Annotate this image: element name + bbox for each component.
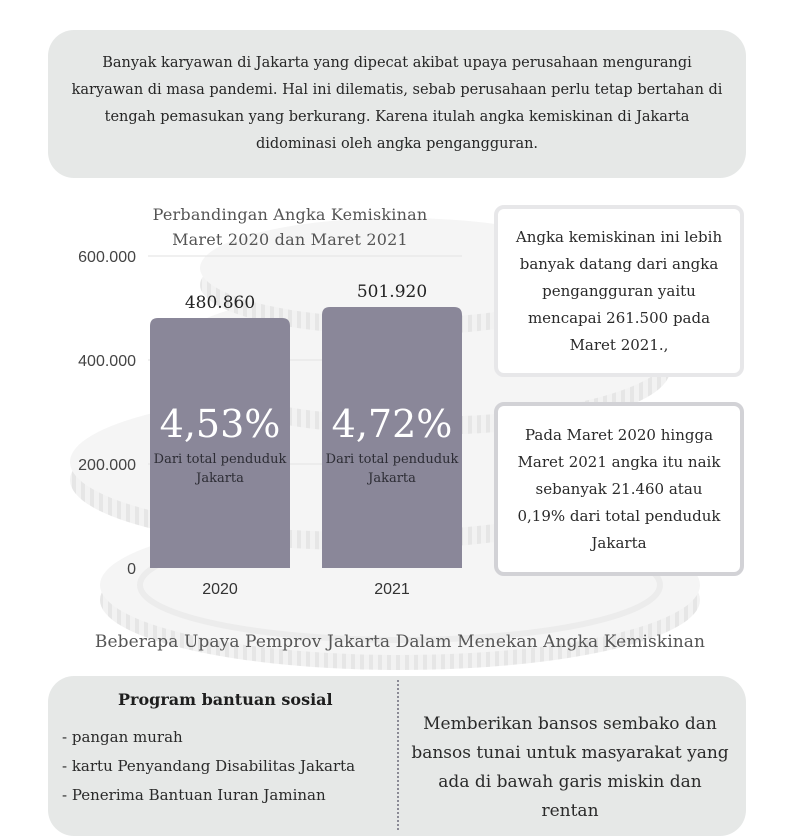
y-tick-label: 0 (127, 561, 136, 578)
y-tick-label: 400.000 (78, 353, 136, 370)
program-heading: Program bantuan sosial (118, 690, 333, 709)
value-label: 501.920 (356, 282, 428, 303)
dotted-divider (397, 680, 399, 830)
bar-sublabel: Dari total penduduk (325, 452, 459, 467)
bar-sublabel: Dari total penduduk (153, 452, 287, 467)
side-note-text-1: Angka kemiskinan ini lebih banyak datang dari angka pengangguran yaitu mencapai 261.500 pada Maret 2021., (515, 227, 723, 354)
program-description: Memberikan bansos sembako dan bansos tunai untuk masyarakat yang ada di bawah garis miskin dan rentan (411, 714, 729, 821)
x-tick-label: 2021 (374, 581, 410, 598)
section-title: Beberapa Upaya Pemprov Jakarta Dalam Menekan Angka Kemiskinan (94, 632, 706, 652)
program-list (62, 723, 392, 810)
list-item: - pangan murah (62, 728, 183, 746)
program-panel (48, 676, 746, 836)
chart-title-line-2: Maret 2020 dan Maret 2021 (172, 230, 408, 249)
side-note-text-2: Pada Maret 2020 hingga Maret 2021 angka itu naik sebanyak 21.460 atau 0,19% dari total penduduk Jakarta (517, 425, 721, 552)
bar-sublabel: Jakarta (368, 471, 416, 486)
list-item: - kartu Penyandang Disabilitas Jakarta (62, 757, 356, 775)
y-tick-label: 200.000 (78, 457, 136, 474)
side-note-unemployment (494, 205, 744, 377)
value-label: 480.860 (184, 292, 256, 313)
program-list-column (62, 690, 392, 810)
side-note-increase (494, 402, 744, 576)
intro-text: Banyak karyawan di Jakarta yang dipecat akibat upaya perusahaan mengurangi karyawan di masa pandemi. Hal ini dilematis, sebab perusahaan perlu tetap bertahan di tengah pemasukan yang berkurang. Karena itulah angka kemiskinan di Jakarta didominasi oleh angka pengangguran. (71, 55, 723, 152)
list-item: - Penerima Bantuan Iuran Jaminan (62, 786, 326, 804)
x-tick-label: 2020 (202, 581, 238, 598)
percent-label: 4,53% (159, 402, 281, 446)
chart-title-line-1: Perbandingan Angka Kemiskinan (152, 205, 428, 224)
bar-sublabel: Jakarta (196, 471, 244, 486)
percent-label: 4,72% (331, 402, 453, 446)
y-tick-label: 600.000 (78, 249, 136, 266)
